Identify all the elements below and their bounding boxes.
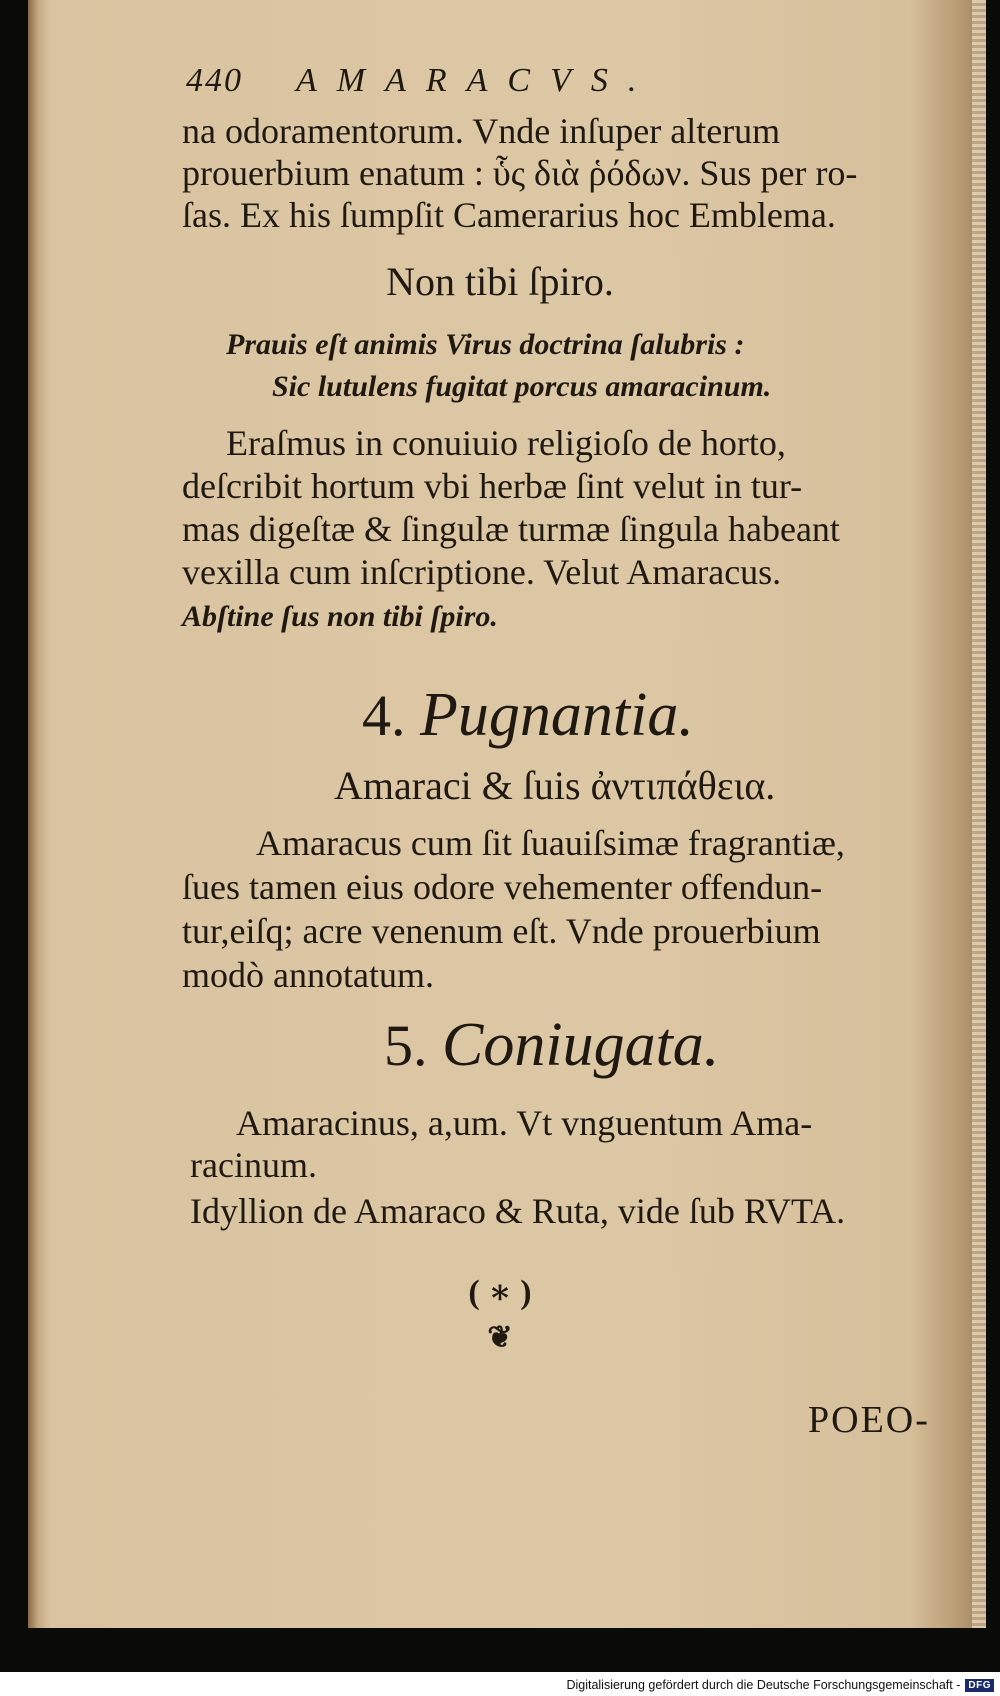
digitization-footer xyxy=(566,1676,994,1694)
book-page xyxy=(28,0,986,1628)
text-line: ſas. Ex his ſumpſit Camerarius hoc Emblema. xyxy=(182,195,836,235)
section-title: Coniugata. xyxy=(442,1011,720,1079)
dfg-logo: DFG xyxy=(965,1679,994,1692)
running-title: AMARACVS. xyxy=(296,62,657,99)
page-number: 440 xyxy=(186,62,243,99)
text-line: deſcribit hortum vbi herbæ ſint velut in tur- xyxy=(182,466,803,506)
text-line: Abſtine ſus non tibi ſpiro. xyxy=(182,600,498,633)
footer-text: Digitalisierung gefördert durch die Deutsche Forschungsgemeinschaft - xyxy=(566,1678,961,1692)
text-line: Idyllion de Amaraco & Ruta, vide ſub RVTA. xyxy=(190,1191,846,1231)
text-line: tur,eiſq; acre venenum eſt. Vnde prouerbium xyxy=(182,911,821,951)
verse-line: Prauis eſt animis Virus doctrina ſalubris : xyxy=(226,328,745,361)
text-line: Amaracinus, a,um. Vt vnguentum Ama- xyxy=(236,1103,813,1143)
section-subtitle: Amaraci & ſuis ἀντιπάθεια. xyxy=(334,763,776,808)
text-line: Amaracus cum ſit ſuauiſsimæ fragrantiæ, xyxy=(256,823,845,863)
ornament: ( ∗ ) xyxy=(468,1274,532,1311)
running-header xyxy=(186,62,656,100)
ornament-drop: ❦ xyxy=(487,1321,513,1354)
text-line: ſues tamen eius odore vehementer offendun- xyxy=(182,867,823,907)
section-number: 4. xyxy=(362,683,406,748)
section-heading-5 xyxy=(384,1010,719,1081)
catchword: POEO- xyxy=(808,1399,930,1441)
text-line: Eraſmus in conuiuio religioſo de horto, xyxy=(226,423,786,463)
text-line: modò annotatum. xyxy=(182,955,434,995)
section-heading-4 xyxy=(362,680,694,751)
section-number: 5. xyxy=(384,1013,428,1078)
text-line: na odoramentorum. Vnde inſuper alterum xyxy=(182,111,781,151)
section-title: Pugnantia. xyxy=(420,681,694,749)
text-line: prouerbium enatum : ὗς διὰ ῥόδων. Sus per ro- xyxy=(182,153,858,193)
text-line: mas digeſtæ & ſingulæ turmæ ſingula habeant xyxy=(182,509,840,549)
text-line: vexilla cum inſcriptione. Velut Amaracus. xyxy=(182,552,782,592)
verse-line: Sic lutulens fugitat porcus amaracinum. xyxy=(272,370,772,403)
text-line: racinum. xyxy=(190,1145,317,1185)
motto: Non tibi ſpiro. xyxy=(386,259,614,304)
